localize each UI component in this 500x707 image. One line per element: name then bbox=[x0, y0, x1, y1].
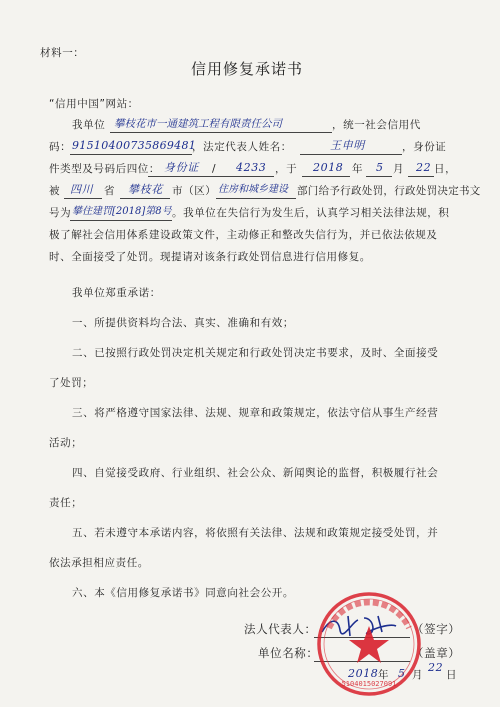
year-underline bbox=[302, 176, 350, 177]
promise-6: 六、本《信用修复承诺书》同意向社会公开。 bbox=[72, 587, 294, 599]
unit-label: 单位名称： bbox=[258, 646, 319, 660]
addressee: “信用中国”网站： bbox=[49, 98, 139, 110]
promise-3b: 活动； bbox=[49, 437, 83, 449]
rep-note: （签字） bbox=[412, 622, 461, 636]
seal-code: 5104015027091 bbox=[341, 680, 397, 688]
sign-month-char: 月 bbox=[412, 669, 424, 681]
id-sep: / bbox=[212, 163, 217, 175]
province-underline bbox=[64, 198, 102, 199]
date-prefix: ，于 bbox=[275, 163, 298, 175]
id-label: ，身份证 bbox=[402, 141, 447, 153]
city-text: 市（区） bbox=[172, 185, 217, 197]
id-last4: 4233 bbox=[236, 161, 267, 174]
after-doc: 。我单位在失信行为发生后，认真学习相关法律法规，积 bbox=[172, 207, 450, 219]
dept-underline bbox=[216, 198, 296, 199]
pen-province: 四川 bbox=[70, 183, 94, 196]
promise-3a: 三、将严格遵守国家法律、法规、规章和政策规定，依法守信从事生产经营 bbox=[72, 407, 439, 419]
pen-doc-no: 攀住建罚[2018]第8号 bbox=[72, 206, 172, 217]
sign-day-char: 日 bbox=[446, 669, 458, 681]
doc-no-underline bbox=[70, 220, 172, 221]
id-type-label: 件类型及号码后四位： bbox=[49, 163, 160, 175]
document-title: 信用修复承诺书 bbox=[191, 60, 304, 78]
sign-month: 5 bbox=[398, 667, 406, 680]
pen-city: 攀枝花 bbox=[128, 183, 163, 196]
sign-year-char: 年 bbox=[378, 669, 390, 681]
pen-day: 22 bbox=[416, 161, 432, 174]
id-underline bbox=[148, 176, 274, 177]
company-underline bbox=[110, 132, 332, 133]
promise-1: 一、所提供资料均合法、真实、准确和有效； bbox=[72, 317, 294, 329]
day-underline bbox=[408, 176, 434, 177]
body-line-5: 极了解社会信用体系建设政策文件，主动修正和整改失信行为，并已依法依规及 bbox=[49, 229, 438, 241]
by-label: 被 bbox=[49, 185, 61, 197]
sign-year: 2018 bbox=[348, 667, 379, 680]
legal-rep-name: 王申明 bbox=[330, 139, 365, 152]
code-underline bbox=[70, 154, 192, 155]
city-underline bbox=[120, 198, 170, 199]
promise-5b: 依法承担相应责任。 bbox=[49, 557, 149, 569]
province-char: 省 bbox=[104, 185, 116, 197]
pen-year: 2018 bbox=[313, 161, 344, 174]
pen-dept: 住房和城乡建设 bbox=[218, 184, 288, 195]
company-name: 攀枝花市一通建筑工程有限责任公司 bbox=[114, 118, 282, 130]
pen-month: 5 bbox=[376, 161, 384, 174]
promise-4a: 四、自觉接受政府、行业组织、社会公众、新闻舆论的监督，积极履行社会 bbox=[72, 467, 439, 479]
p1-suffix: ，统一社会信用代 bbox=[332, 119, 421, 131]
body-line-6: 时、全面接受了处罚。现提请对该条行政处罚信息进行信用修复。 bbox=[49, 251, 371, 263]
rep-underline bbox=[300, 154, 402, 155]
rep-label: 法人代表人： bbox=[244, 622, 317, 636]
promise-2a: 二、已按照行政处罚决定机关规定和行政处罚决定书要求，及时、全面接受 bbox=[72, 347, 439, 359]
material-label: 材料一： bbox=[40, 47, 85, 59]
legal-rep-label: ，法定代表人姓名： bbox=[192, 141, 292, 153]
p1-prefix: 我单位 bbox=[72, 119, 106, 131]
code-label: 码： bbox=[49, 141, 72, 153]
id-type: 身份证 bbox=[164, 161, 199, 174]
doc-no-label: 号为 bbox=[49, 207, 72, 219]
promise-5a: 五、若未遵守本承诺内容，将依照有关法律、法规和政策规定接受处罚，并 bbox=[72, 527, 439, 539]
month-char: 月 bbox=[393, 163, 405, 175]
promise-4b: 责任； bbox=[49, 497, 83, 509]
dept-suffix: 部门给予行政处罚，行政处罚决定书文 bbox=[297, 185, 481, 197]
year-char: 年 bbox=[352, 163, 364, 175]
sign-day: 22 bbox=[428, 661, 444, 674]
company-seal bbox=[309, 588, 429, 700]
promise-2b: 了处罚； bbox=[49, 377, 94, 389]
unit-note: （盖章） bbox=[412, 646, 461, 660]
promise-intro: 我单位郑重承诺： bbox=[72, 287, 161, 299]
day-char: 日， bbox=[434, 163, 457, 175]
credit-code: 91510400735869481 bbox=[72, 139, 197, 152]
month-underline bbox=[366, 176, 392, 177]
